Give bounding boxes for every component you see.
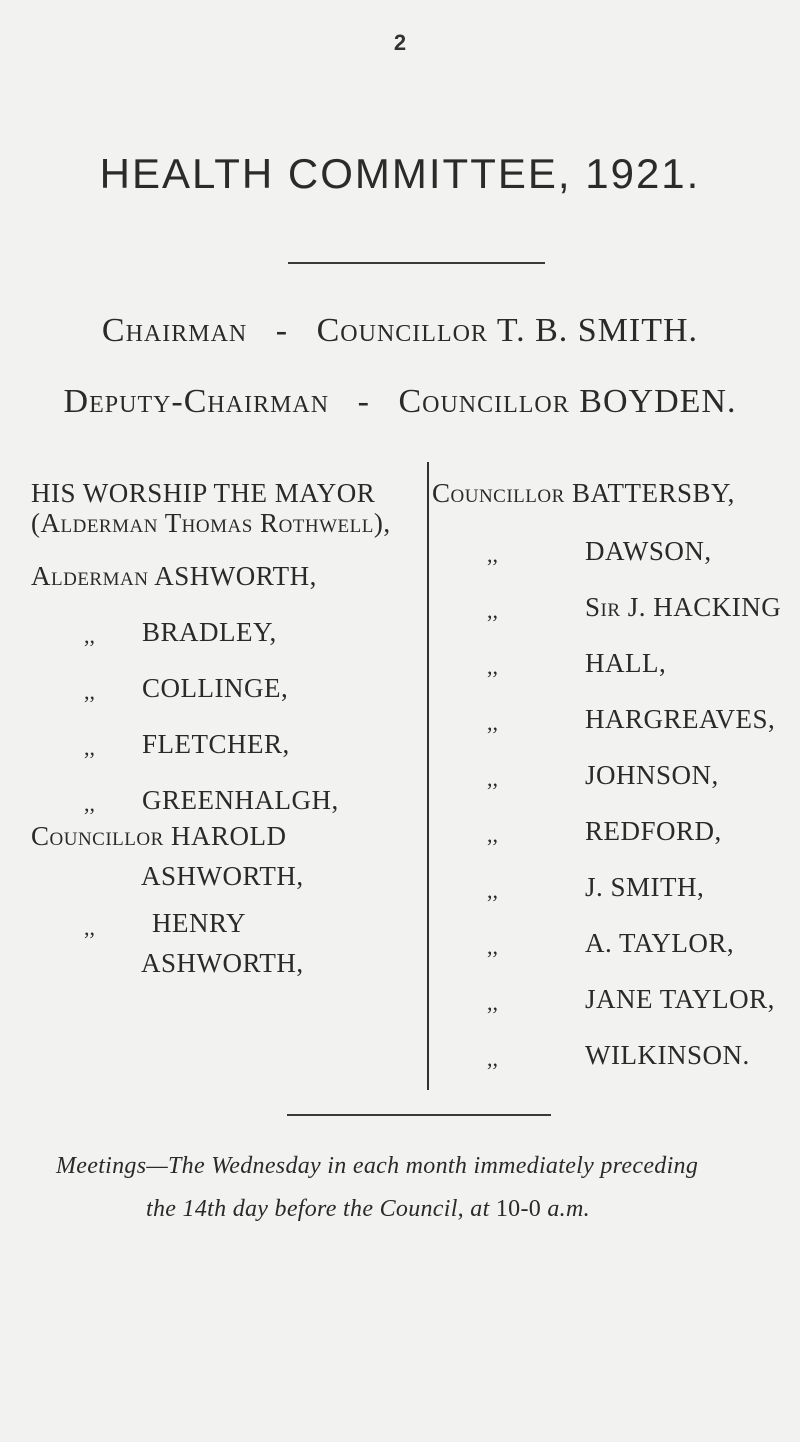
councillor-title: Councillor bbox=[31, 821, 164, 851]
page-number: 2 bbox=[393, 30, 407, 55]
councillor-name: WILKINSON. bbox=[585, 1040, 750, 1070]
alderman-name: COLLINGE, bbox=[142, 673, 289, 703]
mayor-line: HIS WORSHIP THE MAYOR bbox=[31, 478, 376, 508]
councillor-name-hacking bbox=[585, 592, 781, 623]
ditto-mark: ,, bbox=[487, 1046, 498, 1071]
alderman-name: GREENHALGH, bbox=[142, 785, 339, 815]
councillor-name: DAWSON, bbox=[585, 536, 712, 566]
chairman-role: Chairman bbox=[101, 312, 248, 349]
deputy-role: Deputy-Chairman bbox=[63, 383, 330, 420]
councillor-name: BATTERSBY, bbox=[572, 478, 735, 508]
meetings-line-1: Meetings—The Wednesday in each month immediately preceding bbox=[56, 1153, 699, 1179]
councillor-first-name: HENRY bbox=[152, 908, 247, 938]
councillor-name: J. HACKING bbox=[627, 592, 782, 622]
councillor-name: JOHNSON, bbox=[585, 760, 719, 790]
section-divider bbox=[287, 1114, 551, 1116]
meetings-text-a: the 14th day before the Council, at bbox=[146, 1196, 496, 1222]
deputy-chairman-line bbox=[0, 383, 800, 421]
chairman-line bbox=[0, 312, 800, 350]
meetings-text-b: a.m. bbox=[541, 1196, 590, 1222]
meetings-line-2 bbox=[146, 1196, 590, 1223]
ditto-mark: ,, bbox=[487, 934, 498, 959]
deputy-separator: - bbox=[357, 383, 370, 420]
page-title: HEALTH COMMITTEE, 1921. bbox=[99, 150, 701, 197]
councillor-name: J. SMITH, bbox=[585, 872, 705, 902]
councillor-name: HARGREAVES, bbox=[585, 704, 776, 734]
meetings-time: 10-0 bbox=[495, 1196, 542, 1222]
deputy-title: Councillor bbox=[398, 383, 570, 420]
alderman-name: ASHWORTH, bbox=[154, 561, 317, 591]
councillor-harold-line bbox=[31, 821, 287, 852]
councillor-last-name: ASHWORTH, bbox=[141, 861, 304, 891]
councillor-battersby bbox=[432, 478, 735, 509]
councillor-name: A. TAYLOR, bbox=[585, 928, 735, 958]
councillor-name: REDFORD, bbox=[585, 816, 722, 846]
chairman-separator: - bbox=[275, 312, 289, 349]
ditto-mark: ,, bbox=[487, 990, 498, 1015]
councillor-name: HALL, bbox=[585, 648, 667, 678]
ditto-mark: ,, bbox=[487, 822, 498, 847]
ditto-mark: ,, bbox=[487, 878, 498, 903]
councillor-first-name: HAROLD bbox=[171, 821, 287, 851]
column-divider bbox=[427, 462, 429, 1090]
ditto-mark: ,, bbox=[487, 654, 498, 679]
ditto-mark: ,, bbox=[84, 791, 95, 816]
title-underline bbox=[288, 262, 545, 264]
ditto-mark: ,, bbox=[84, 623, 95, 648]
ditto-mark: ,, bbox=[487, 542, 498, 567]
chairman-name: T. B. SMITH. bbox=[496, 312, 699, 349]
ditto-mark: ,, bbox=[84, 679, 95, 704]
ditto-mark: ,, bbox=[487, 710, 498, 735]
ditto-mark: ,, bbox=[487, 766, 498, 791]
councillor-name: JANE TAYLOR, bbox=[585, 984, 775, 1014]
mayor-name: (Alderman Thomas Rothwell), bbox=[31, 508, 391, 538]
ditto-mark: ,, bbox=[84, 915, 95, 940]
alderman-name: BRADLEY, bbox=[142, 617, 277, 647]
chairman-title: Councillor bbox=[316, 312, 488, 349]
alderman-ashworth bbox=[31, 561, 317, 592]
councillor-title: Councillor bbox=[432, 478, 565, 508]
alderman-name: FLETCHER, bbox=[142, 729, 290, 759]
sir-title: Sir bbox=[585, 592, 621, 622]
ditto-mark: ,, bbox=[84, 735, 95, 760]
deputy-name: BOYDEN. bbox=[579, 383, 737, 420]
councillor-last-name: ASHWORTH, bbox=[141, 948, 304, 978]
alderman-title: Alderman bbox=[31, 561, 149, 591]
ditto-mark: ,, bbox=[487, 598, 498, 623]
